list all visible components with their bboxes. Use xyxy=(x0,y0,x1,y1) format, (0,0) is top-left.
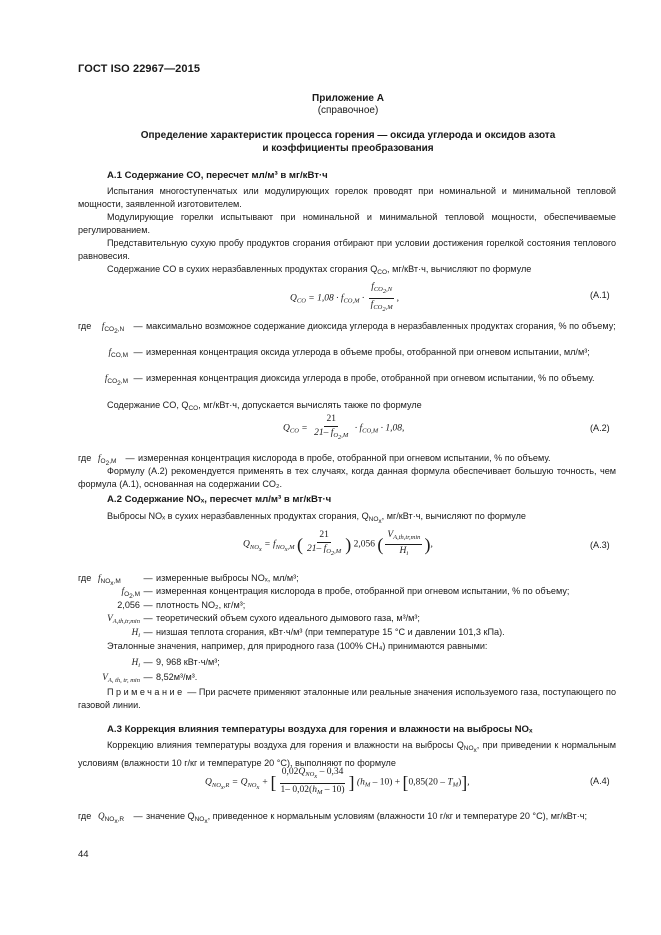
note: Примечание — При расчете применяют эталонные или реальные значения используемого газа, поступающего по газовой линии. xyxy=(78,687,616,710)
where-label: где xyxy=(78,573,92,583)
paragraph: Коррекцию влияния температуры воздуха для горения и влажности на выбросы $Q_{NO_x}$, при приведении к нормальным условиям (влажности 10 г/кг и температуре 20 °C), выполняют по формуле xyxy=(78,740,616,768)
formula-number: (А.1) xyxy=(590,290,610,300)
formula-a1: $Q_{CO} = 1,08 \cdot f_{CO,M}$ · $\frac{f_{CO_2,N}}{f_{CO_2,M}}$ , xyxy=(290,282,400,313)
reference-value: — 9, 968 кВт·ч/м³; xyxy=(143,657,220,667)
appendix-title: Приложение А xyxy=(312,93,384,104)
paragraph: Эталонные значения, например, для природного газа (100% CH₄) принимаются равными: xyxy=(107,641,488,651)
definition: — низшая теплота сгорания, кВт·ч/м³ (при температуре 15 °C и давлении 101,3 кПа). xyxy=(143,627,505,637)
paragraph: Содержание CO, $Q_{CO}$, мг/кВт·ч, допускается вычислять также по формуле xyxy=(107,400,422,412)
definition: — значение $Q_{NO_x}$, приведенное к нормальным условиям (влажности 10 г/кг и температуре 20 °C), мг/кВт·ч; xyxy=(133,811,588,825)
paragraph: Представительную сухую пробу продуктов сгорания отбирают при условии достижения горелкой состояния теплового равновесия. xyxy=(78,238,616,261)
definition: — теоретический объем сухого идеального дымового газа, м³/м³; xyxy=(143,613,420,623)
paragraph: Выбросы NOₓ в сухих неразбавленных продуктах сгорания, $Q_{NO_x}$, мг/кВт·ч, вычисляют по формуле xyxy=(107,511,526,525)
formula-a3: $Q_{NO_x} = f_{NO_x,M}$ ( $\frac{21}{21- f_{O_2,M}}$ ) 2,056 ( $\frac{V_{A,th,tr,min}}{H_i}$ ), xyxy=(243,530,433,557)
formula-number: (А.4) xyxy=(590,776,610,786)
main-title-line1: Определение характеристик процесса горения — оксида углерода и оксидов азота xyxy=(140,130,556,141)
symbol: $f_{CO_2,M}$ xyxy=(104,373,128,387)
definition: — измеренные выбросы NOₓ, мл/м³; xyxy=(143,573,299,583)
where-label: где xyxy=(78,453,92,463)
formula-number: (А.2) xyxy=(590,423,610,433)
symbol: $H_i$ xyxy=(131,627,140,639)
reference-value: — 8,52м³/м³. xyxy=(143,672,198,682)
where-label: где xyxy=(78,321,92,331)
symbol: $f_{O_2,M}$ xyxy=(98,453,117,467)
paragraph: Модулирующие горелки испытывают при номинальной и минимальной тепловой мощности, обеспечиваемые регулированием. xyxy=(78,212,616,235)
paragraph: Формулу (А.2) рекомендуется применять в тех случаях, когда данная формула обеспечивает большую точность, чем формула (А.1), основанная на содержании CO₂. xyxy=(78,466,616,489)
section-a3-heading: А.3 Коррекция влияния температуры воздуха для горения и влажности на выбросы NOₓ xyxy=(107,724,533,735)
symbol: $V_{A,th,tr,min}$ xyxy=(107,613,140,625)
symbol: $H_i$ xyxy=(131,657,140,669)
symbol: $f_{O_2,M}$ xyxy=(121,586,140,600)
formula-number: (А.3) xyxy=(590,540,610,550)
where-label: где xyxy=(78,811,92,821)
symbol: $Q_{NO_x,R}$ xyxy=(98,811,125,825)
section-a1-heading: А.1 Содержание CO, пересчет мл/м³ в мг/кВт·ч xyxy=(107,170,328,181)
symbol: $f_{CO,M}$ xyxy=(108,347,128,359)
main-title-line2: и коэффициенты преобразования xyxy=(262,143,434,154)
definition: — плотность NO₂, кг/м³; xyxy=(143,600,246,610)
definition: — максимально возможное содержание диоксида углерода в неразбавленных продуктах сгорания, % по объему; xyxy=(133,321,616,331)
symbol: $f_{CO_2,N}$ xyxy=(101,321,125,335)
page-number: 44 xyxy=(78,849,89,860)
symbol: 2,056 xyxy=(117,600,140,610)
section-a2-heading: А.2 Содержание NOₓ, пересчет мл/м³ в мг/кВт·ч xyxy=(107,494,332,505)
formula-a4: $Q_{NO_x,R} = Q_{NO_x}$ + [ $\frac{0,02Q_{NO_x} - 0,34}{1- 0,02(h_M - 10)}$ ] $(h_M - 10) + [0,85(20 - T_M)]$, xyxy=(205,767,470,796)
definition: — измеренная концентрация диоксида углерода в пробе, отобранной при огневом испытании, % по объему. xyxy=(133,373,595,383)
symbol: $V_{A, th, tr, min}$ xyxy=(102,672,140,684)
definition: — измеренная концентрация кислорода в пробе, отобранной при огневом испытании, % по объему; xyxy=(143,586,570,596)
formula-a2: $Q_{CO}$ = $\frac{21}{21- f_{O_2,M}}$ · $f_{CO,M} \cdot 1,08$, xyxy=(283,414,405,441)
symbol: $f_{NO_x,M}$ xyxy=(98,573,121,587)
standard-header: ГОСТ ISO 22967—2015 xyxy=(78,63,201,75)
paragraph: Испытания многоступенчатых или модулирующих горелок проводят при номинальной и минимальной тепловой мощности, заявленной изготовителем. xyxy=(78,186,616,209)
appendix-subtitle: (справочное) xyxy=(317,105,379,116)
definition: — измеренная концентрация оксида углерода в объеме пробы, отобранной при огневом испытании, мл/м³; xyxy=(133,347,590,357)
definition: — измеренная концентрация кислорода в пробе, отобранной при огневом испытании, % по объему. xyxy=(125,453,551,463)
paragraph: Содержание CO в сухих неразбавленных продуктах сгорания $Q_{CO}$, мг/кВт·ч, вычисляют по формуле xyxy=(107,264,532,276)
